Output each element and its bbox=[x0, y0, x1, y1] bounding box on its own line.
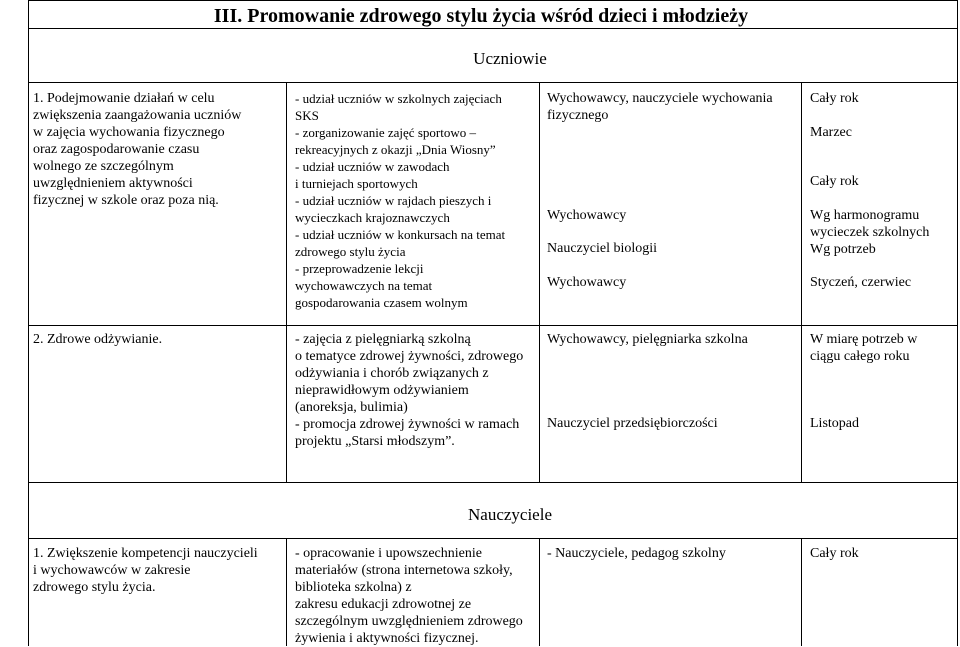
methods-cell: - opracowanie i upowszechnienie materiałów (strona internetowa szkoły, biblioteka szkolna) z zakresu edukacji zdrowotnej ze szczególnym uwzględnieniem zdrowego żywienia i aktywności fizycznej. bbox=[295, 546, 523, 646]
table-border-left bbox=[28, 0, 29, 646]
table-border-top bbox=[28, 0, 958, 1]
deadline-cell: Wg harmonogramu wycieczek szkolnych Wg potrzeb bbox=[810, 208, 930, 257]
methods-cell: - zajęcia z pielęgniarką szkolną o tematyce zdrowej żywności, zdrowego odżywiania i chorób związanych z nieprawidłowym odżywianiem (anoreksja, bulimia) - promocja zdrowej żywności w ramach projektu „Starsi młodszym”. bbox=[295, 332, 524, 449]
deadline-cell: Cały rok bbox=[810, 546, 859, 561]
document-title: III. Promowanie zdrowego stylu życia wśród dzieci i młodzieży bbox=[213, 5, 749, 27]
row-divider-2 bbox=[28, 482, 958, 483]
deadline-cell: Cały rok bbox=[810, 91, 859, 106]
column-divider-2 bbox=[539, 82, 540, 482]
deadline-cell: Cały rok bbox=[810, 174, 859, 189]
task-cell: 1. Zwiększenie kompetencji nauczycieli i wychowawców w zakresie zdrowego stylu życia. bbox=[33, 546, 258, 595]
responsible-cell: Wychowawcy, nauczyciele wychowania fizycznego bbox=[547, 91, 773, 123]
section-heading-students: Uczniowie bbox=[473, 49, 547, 68]
title-divider bbox=[28, 28, 958, 29]
task-cell: 2. Zdrowe odżywianie. bbox=[33, 332, 163, 347]
section-heading-teachers: Nauczyciele bbox=[468, 505, 552, 524]
methods-cell: - udział uczniów w szkolnych zajęciach SKS - zorganizowanie zajęć sportowo – rekreacyjnych z okazji „Dnia Wiosny” - udział uczniów w zawodach i turniejach sportowych - udział uczniów w rajdach pieszych i wycieczkach krajoznawczych - udział uczniów w konkursach na temat zdrowego stylu życia - przeprowadzenie lekcji wychowawczych na temat gospodarowania czasem wolnym bbox=[295, 91, 506, 310]
deadline-cell: Marzec bbox=[810, 125, 852, 140]
responsible-cell: Nauczyciel biologii bbox=[547, 241, 658, 256]
section-divider-teachers bbox=[28, 538, 958, 539]
responsible-cell: Wychowawcy bbox=[547, 275, 627, 290]
deadline-cell: Listopad bbox=[810, 416, 859, 431]
responsible-cell: - Nauczyciele, pedagog szkolny bbox=[547, 546, 726, 561]
section-divider-students bbox=[28, 82, 958, 83]
row-divider-1 bbox=[28, 325, 958, 326]
responsible-cell: Wychowawcy bbox=[547, 208, 627, 223]
column-divider-1b bbox=[286, 538, 287, 646]
responsible-cell: Nauczyciel przedsiębiorczości bbox=[547, 416, 718, 431]
column-divider-1 bbox=[286, 82, 287, 482]
column-divider-3b bbox=[801, 538, 802, 646]
column-divider-3 bbox=[801, 82, 802, 482]
table-border-right bbox=[957, 0, 958, 646]
column-divider-2b bbox=[539, 538, 540, 646]
task-cell: 1. Podejmowanie działań w celu zwiększenia zaangażowania uczniów w zajęcia wychowania fizycznego oraz zagospodarowanie czasu wolnego ze szczególnym uwzględnieniem aktywności fizycznej w szkole oraz poza nią. bbox=[33, 91, 242, 208]
deadline-cell: W miarę potrzeb w ciągu całego roku bbox=[810, 332, 918, 364]
deadline-cell: Styczeń, czerwiec bbox=[810, 275, 912, 290]
responsible-cell: Wychowawcy, pielęgniarka szkolna bbox=[547, 332, 748, 347]
